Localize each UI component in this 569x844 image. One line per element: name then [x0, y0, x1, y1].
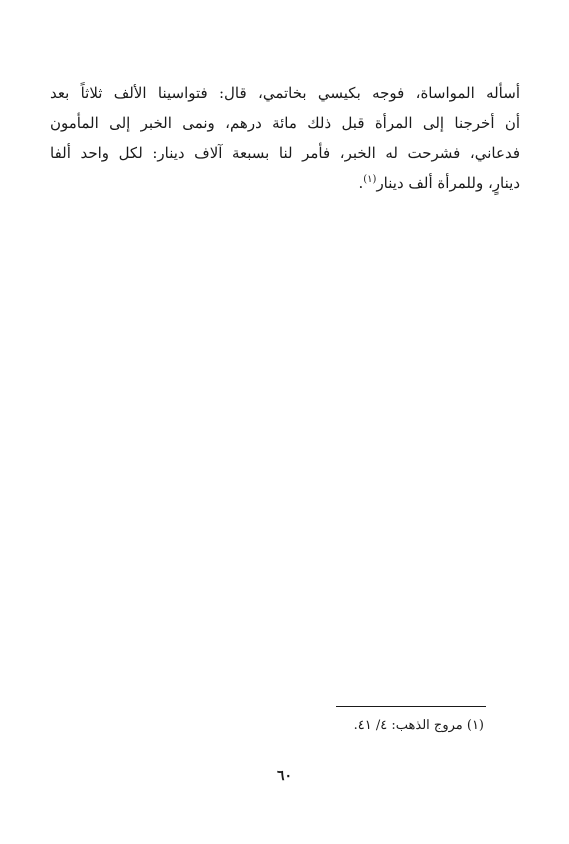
- footnote-separator: [336, 706, 486, 707]
- body-line-3: فدعاني، فشرحت له الخبر، فأمر لنا بسبعة آلاف دينار: لكل واحد ألفا: [50, 144, 520, 162]
- body-paragraph: [50, 78, 520, 198]
- body-line-4: [50, 168, 520, 198]
- footnote-reference: (١): [363, 174, 377, 185]
- body-line-4-text: دينارٍ، وللمرأة ألف دينار: [376, 174, 520, 192]
- page-number: ٦٠: [276, 768, 293, 784]
- body-line-1: أسأله المواساة، فوجه بكيسي بخاتمي، قال: فتواسينا الألف ثلاثاً بعد: [50, 84, 520, 102]
- body-line-2: أن أخرجنا إلى المرأة قبل ذلك مائة درهم، ونمى الخبر إلى المأمون: [50, 114, 520, 132]
- final-punctuation: .: [358, 174, 364, 192]
- footnote: (١) مروج الذهب: ٤/ ٤١.: [353, 718, 484, 733]
